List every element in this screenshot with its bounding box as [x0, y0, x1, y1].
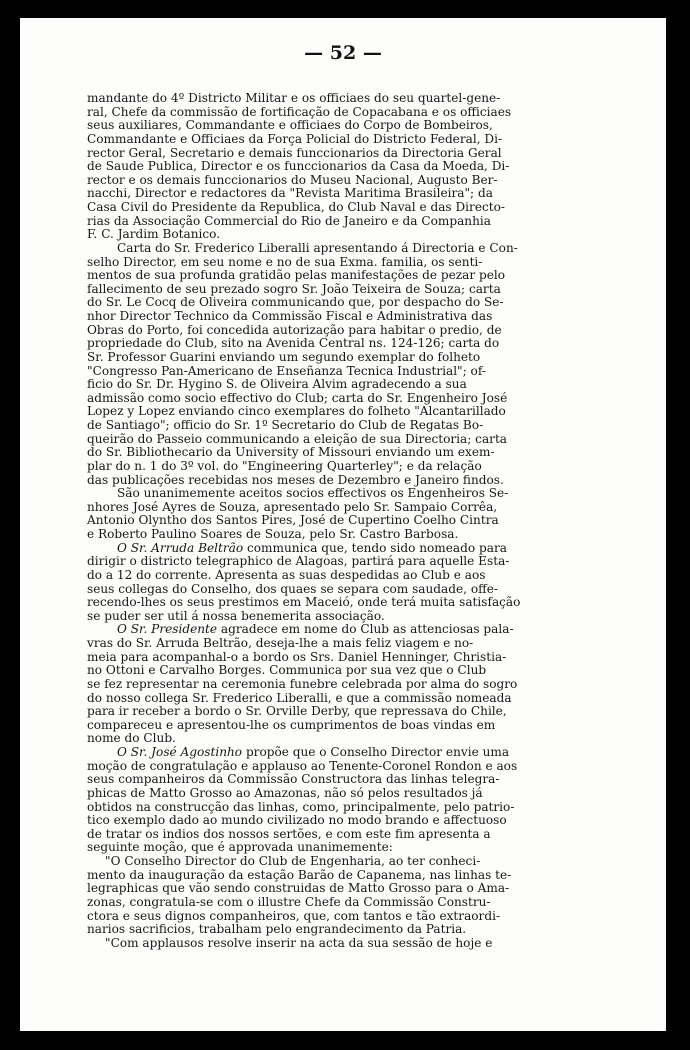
text-line: mentos de sua profunda gratidão pelas manifestações de pezar pelo	[87, 268, 506, 283]
text-line: queirão do Passeio communicando a eleição de sua Directoria; carta	[87, 431, 508, 446]
text-line: rector e os demais funccionarios do Museu Nacional, Augusto Ber-	[87, 172, 498, 187]
text-line: no Ottoni e Carvalho Borges. Communica por sua vez que o Club	[87, 663, 487, 678]
text-line: Sr. Professor Guarini enviando um segundo exemplar do folheto	[87, 349, 481, 364]
text-line: se fez representar na ceremonia funebre celebrada por alma do sogro	[87, 676, 518, 691]
text-line: de Santiago"; officio do Sr. 1º Secretario do Club de Regatas Bo-	[87, 418, 484, 432]
text-line	[87, 542, 590, 556]
text-line: tico exemplo dado ao mundo civilizado no modo brando e affectuoso	[87, 813, 507, 828]
speaker-name: O Sr. Presidente	[117, 622, 218, 637]
page-number: — 52 —	[304, 42, 382, 64]
text-line: selho Director, em seu nome e no de sua Exma. familia, os senti-	[87, 254, 483, 269]
text-line: meia para acompanhal-o a bordo os Srs. Daniel Henninger, Christia-	[87, 649, 507, 664]
text-line-rest: communica que, tendo sido nomeado para	[246, 540, 507, 555]
text-line: para ir receber a bordo o Sr. Orville Derby, que repressava do Chile,	[87, 704, 507, 719]
text-line: do nosso collega Sr. Frederico Liberalli, e que a commissão nomeada	[87, 690, 512, 705]
text-line: do Sr. Bibliothecario da University of Missouri enviando um exem-	[87, 445, 495, 460]
text-line: ctora e seus dignos companheiros, que, com tantos e tão extraordi-	[87, 908, 501, 923]
text-line: fallecimento de seu prezado sogro Sr. João Teixeira de Souza; carta	[87, 281, 501, 296]
speaker-name: O Sr. José Agostinho	[117, 745, 243, 759]
text-line: nhores José Ayres de Souza, apresentado pelo Sr. Sampaio Corrêa,	[87, 499, 498, 514]
text-line: Antonio Olyntho dos Santos Pires, José de Cupertino Coelho Cintra	[87, 513, 499, 528]
text-line: moção de congratulação e applauso ao Tenente-Coronel Rondon e aos	[87, 758, 518, 773]
text-line: do a 12 do corrente. Apresenta as suas despedidas ao Club e aos	[87, 567, 486, 582]
text-line: propriedade do Club, sito na Avenida Central ns. 124-126; carta do	[87, 336, 500, 351]
text-line: Obras do Porto, foi concedida autorização para habitar o predio, de	[87, 322, 502, 337]
text-line: São unanimemente aceitos socios effectivos os Engenheiros Se-	[117, 486, 509, 501]
text-line: admissão como socio effectivo do Club; carta do Sr. Engenheiro José	[87, 390, 508, 405]
text-line: "Com applausos resolve inserir na acta da sua sessão de hoje e	[105, 935, 493, 950]
text-line: seus companheiros da Commissão Constructora das linhas telegra-	[87, 772, 500, 787]
text-line: nacchi, Director e redactores da "Revista Maritima Brasileira"; da	[87, 186, 493, 201]
text-line: seguinte moção, que é approvada unanimemente:	[87, 840, 393, 855]
text-line: dirigir o districto telegraphico de Alagoas, partirá para aquelle Esta-	[87, 554, 510, 569]
text-line: seus collegas do Conselho, dos quaes se separa com saudade, offe-	[87, 581, 498, 596]
text-line: compareceu e apresentou-lhe os cumprimentos de boas vindas em	[87, 717, 496, 732]
text-line: rias da Associação Commercial do Rio de Janeiro e da Companhia	[87, 213, 491, 228]
text-line: Commandante e Officiaes da Força Policial do Districto Federal, Di-	[87, 131, 503, 146]
text-line: recendo-lhes os seus prestimos em Maceió, onde terá muita satisfação	[87, 595, 521, 610]
text-line: rector Geral, Secretario e demais funccionarios da Directoria Geral	[87, 145, 502, 160]
text-line: das publicações recebidas nos meses de Dezembro e Janeiro findos.	[87, 472, 504, 487]
document-page	[20, 18, 666, 1031]
text-line: vras do Sr. Arruda Beltrão, deseja-lhe a mais feliz viagem e no-	[87, 636, 474, 650]
text-line: Lopez y Lopez enviando cinco exemplares do folheto "Alcantarillado	[87, 404, 506, 419]
text-line: ficio do Sr. Dr. Hygino S. de Oliveira Alvim agradecendo a sua	[87, 377, 467, 392]
text-line-rest: agradece em nome do Club as attenciosas pala-	[220, 622, 514, 637]
text-line: legraphicas que vão sendo construidas de Matto Grosso para o Ama-	[87, 881, 510, 896]
text-line: "Congresso Pan-Americano de Enseñanza Tecnica Industrial"; of-	[87, 363, 486, 378]
body-text	[87, 92, 590, 950]
text-line-rest: propõe que o Conselho Director envie uma	[245, 745, 510, 759]
text-line: F. C. Jardim Botanico.	[87, 227, 221, 242]
text-line	[87, 623, 590, 637]
text-line: narios sacrificios, trabalham pelo engrandecimento da Patria.	[87, 922, 467, 937]
text-line: "O Conselho Director do Club de Engenharia, ao ter conheci-	[105, 854, 481, 868]
text-line: se puder ser util á nossa benemerita associação.	[87, 608, 385, 623]
text-line: e Roberto Paulino Soares de Souza, pelo Sr. Castro Barbosa.	[87, 527, 459, 541]
text-line: de Saude Publica, Director e os funccionarios da Casa da Moeda, Di-	[87, 159, 510, 174]
text-line: mandante do 4º Districto Militar e os officiaes do seu quartel-gene-	[87, 91, 501, 105]
speaker-name: O Sr. Arruda Beltrão	[117, 540, 244, 555]
text-line: zonas, congratula-se com o illustre Chefe da Commissão Constru-	[87, 894, 491, 909]
text-line: ral, Chefe da commissão de fortificação de Copacabana e os officiaes	[87, 104, 512, 119]
text-line: mento da inauguração da estação Barão de Capanema, nas linhas te-	[87, 867, 512, 882]
text-line: nhor Director Technico da Commissão Fiscal e Administrativa das	[87, 309, 493, 323]
text-line: nome do Club.	[87, 731, 176, 746]
text-line: Casa Civil do Presidente da Republica, do Club Naval e das Directo-	[87, 200, 505, 214]
text-line: obtidos na construcção das linhas, como, principalmente, pelo patrio-	[87, 799, 515, 814]
text-line: de tratar os indios dos nossos sertões, e com este fim apresenta a	[87, 826, 491, 841]
text-line: phicas de Matto Grosso ao Amazonas, não só pelos resultados já	[87, 785, 483, 800]
text-line	[87, 746, 590, 760]
text-line: Carta do Sr. Frederico Liberalli apresentando á Directoria e Con-	[117, 240, 518, 255]
text-line: seus auxiliares, Commandante e officiaes do Corpo de Bombeiros,	[87, 118, 493, 133]
text-line: plar do n. 1 do 3º vol. do "Engineering Quarterley"; e da relação	[87, 458, 482, 473]
text-line: do Sr. Le Cocq de Oliveira communicando que, por despacho do Se-	[87, 295, 504, 310]
